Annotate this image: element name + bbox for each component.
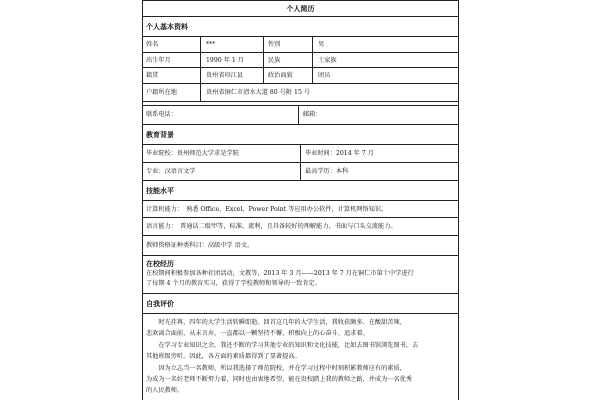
row-hukou [142,84,459,102]
school-text: 毕业院校：贵州师范大学求是学院 [146,150,239,157]
origin-label: 籍贯 [146,72,159,79]
self-eval-line-3: 在学习专业知识之余，我还不断的学习其他专业的知识和文化技能，比如去图书馆浏览图书，去 [146,342,419,349]
grad-time-text: 毕业时间：2014 年 7 月 [305,150,374,157]
page-title: 个人简历 [286,5,315,13]
resume-table [142,0,459,400]
computer-skill-text: 计算机能力： 熟悉 Office、Excel、Power Point 等应用办公软件，计算机网络知识。 [146,206,388,213]
row-origin [142,68,459,84]
major-text: 专业：汉语言文学 [146,168,196,175]
self-eval-line-4: 其他班级旁听。因此，各方面的素质都得到了显著提高。 [146,353,301,360]
self-eval-line-2: 悲欢离合面前，从未言弃，一直都以一颗坚持不懈、积极向上的心奋斗、追求着。 [146,330,369,337]
self-eval-line-5: 因为立志当一名教师，所以我选择了师范院校，并在学习过程中时刻积累教师应有的素质， [146,365,406,372]
row-school [142,145,459,163]
self-eval-line-1: 时光荏苒，四年的大学生活转瞬即逝。回首这几年的大学生活，我收获颇多。在酸甜苦辣、 [146,319,406,326]
gender-label: 性别 [268,41,281,48]
hukou-value: 贵州省铜仁市清水大道 80 号附 15 号 [206,89,311,96]
campus-line-1: 在校期间积极参加各种社团活动，文教等，2013 年 3 月——2013 年 7 月在铜仁市第十中学进行 [146,270,414,277]
ethnic-value: 土家族 [318,57,337,64]
self-eval-line-6: 为成为一名好老师不断努力着，同时也由衷地希望，能在贵校踏上我的教师之路，并成为一名优秀 [146,376,413,383]
section-title-self-eval: 自我评价 [146,300,174,308]
language-skill-text: 语言能力： 普通话二级甲等，标准、流利，且具备较好的理解能力、书面与口头交流能力。 [146,223,397,230]
title-row [142,0,459,17]
birth-label: 出生年月 [146,57,171,64]
cert-text: 教师资格证种类科目：高级中学 语文。 [146,242,254,249]
section-header-self-eval [142,294,459,314]
section-header-skills [142,181,459,201]
row-contact [142,106,459,125]
section-title-campus: 在校经历 [146,260,174,268]
self-eval-body [142,314,459,400]
section-title-skills: 技能水平 [146,187,174,195]
section-title-education: 教育背景 [146,131,174,139]
campus-line-2: 了每期 4 个月的教育实习，获得了学校教师和领导的一致肯定。 [146,280,321,287]
row-birth [142,53,459,68]
row-name [142,37,459,53]
hukou-label: 户籍所在地 [146,89,177,96]
section-title-basic: 个人基本资料 [146,23,188,31]
row-computer [142,201,459,218]
gender-value: 男 [318,41,325,48]
phone-label: 联系电话： [146,111,177,118]
self-eval-line-7: 的人民教师。 [146,387,184,394]
ethnic-label: 民族 [268,57,281,64]
degree-text: 最高学历：本科 [305,168,349,175]
row-cert [142,236,459,256]
section-header-basic [142,17,459,37]
row-language [142,218,459,236]
name-label: 姓名 [146,41,159,48]
section-campus [142,256,459,294]
name-value: *** [206,41,216,48]
email-label: 邮箱： [303,111,322,118]
political-value: 团员 [318,72,331,79]
birth-value: 1990 年 1 月 [206,57,244,64]
row-major [142,163,459,181]
origin-value: 贵州省印江县 [206,72,244,79]
political-label: 政治面貌 [268,72,293,79]
section-header-education [142,125,459,145]
